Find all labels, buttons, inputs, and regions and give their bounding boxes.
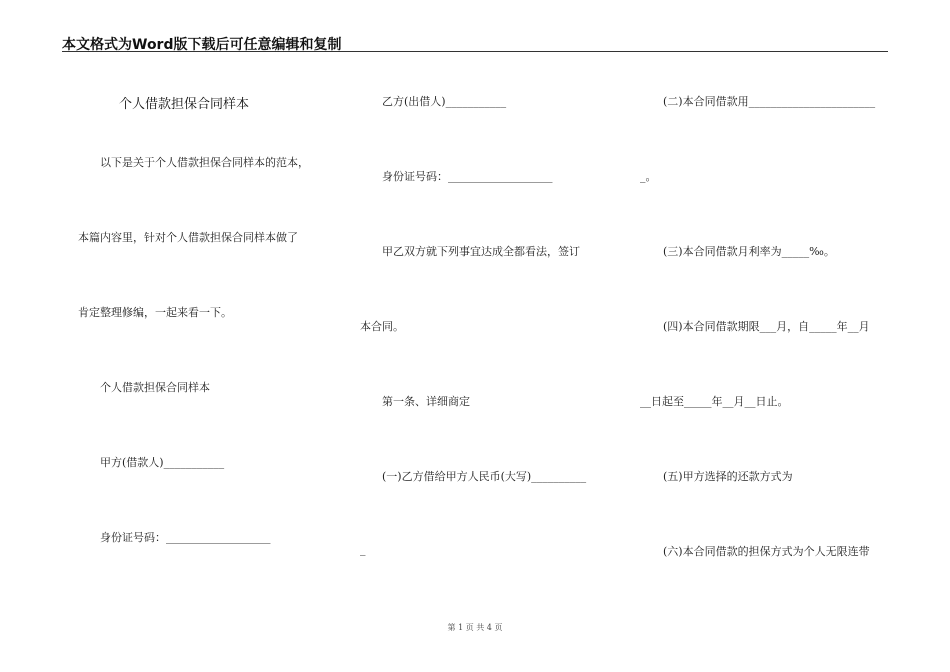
- middle-line-4: 本合同。: [360, 320, 404, 333]
- page-number: 第 1 页 共 4 页: [447, 623, 503, 632]
- middle-line-6: (一)乙方借给甲方人民币(大写)__________: [382, 470, 587, 483]
- left-line-6: 身份证号码：___________________: [100, 531, 271, 544]
- right-line-3: (三)本合同借款月利率为_____‰。: [663, 245, 835, 258]
- right-line-7: (六)本合同借款的担保方式为个人无限连带: [663, 545, 870, 558]
- middle-line-1: 乙方(出借人)___________: [382, 95, 507, 108]
- contract-title: 个人借款担保合同样本: [119, 97, 250, 112]
- right-line-4: (四)本合同借款期限___月，自_____年__月: [663, 320, 870, 333]
- right-line-1: (二)本合同借款用_______________________: [663, 95, 876, 108]
- middle-line-5: 第一条、详细商定: [382, 395, 470, 408]
- middle-line-2: 身份证号码：___________________: [382, 170, 553, 183]
- right-line-5: __日起至_____年__月__日止。: [640, 395, 789, 408]
- header-divider: [62, 51, 888, 52]
- middle-line-3: 甲乙双方就下列事宜达成全都看法，签订: [382, 245, 580, 258]
- right-line-2: _。: [640, 170, 657, 183]
- left-line-1: 以下是关于个人借款担保合同样本的范本，: [100, 156, 309, 169]
- document-header-title: 本文格式为Word版下载后可任意编辑和复制: [62, 37, 342, 53]
- left-line-4: 个人借款担保合同样本: [100, 381, 210, 394]
- left-line-5: 甲方(借款人)___________: [100, 456, 225, 469]
- middle-line-7: _: [360, 543, 366, 556]
- left-line-2: 本篇内容里，针对个人借款担保合同样本做了: [78, 231, 298, 244]
- left-line-3: 肯定整理修编，一起来看一下。: [78, 306, 232, 319]
- right-line-6: (五)甲方选择的还款方式为: [663, 470, 793, 483]
